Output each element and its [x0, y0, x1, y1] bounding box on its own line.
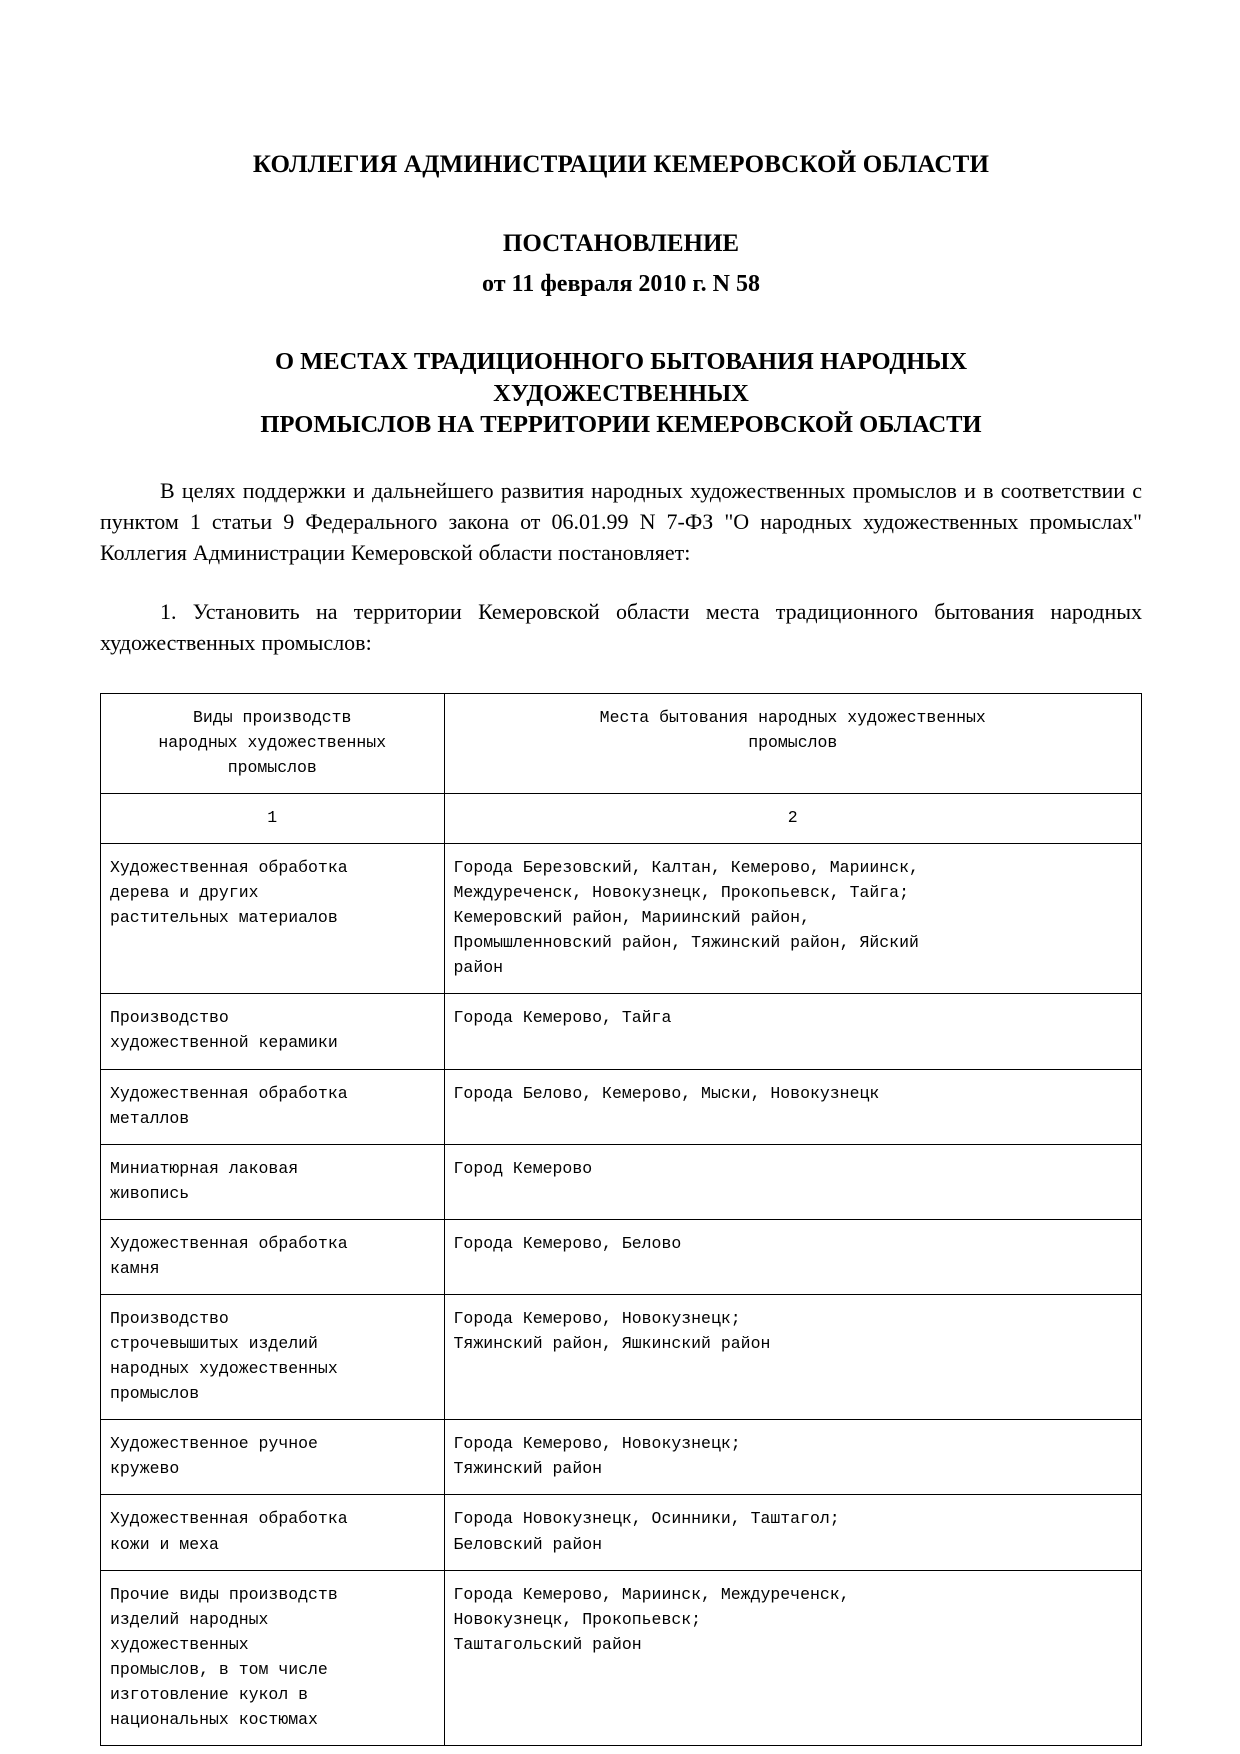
places-cell — [444, 1495, 1141, 1570]
places-line: Таштагольский район — [453, 1634, 642, 1654]
craft-type-cell — [101, 1420, 445, 1495]
craft-type-cell — [101, 844, 445, 994]
places-cell — [444, 1219, 1141, 1294]
craft-types-header-line-3: промыслов — [227, 757, 317, 777]
craft-type-line: кожи и меха — [110, 1534, 219, 1554]
craft-type-line: живопись — [110, 1183, 190, 1203]
places-line: Города Кемерово, Мариинск, Междуреченск, — [453, 1584, 850, 1604]
page-title-line-2: ХУДОЖЕСТВЕННЫХ — [493, 379, 749, 407]
places-cell — [444, 1069, 1141, 1144]
places-line: Города Кемерово, Тайга — [453, 1008, 672, 1028]
places-cell — [444, 1295, 1141, 1420]
craft-type-line: дерева и других — [110, 883, 259, 903]
places-cell — [444, 1144, 1141, 1219]
page-title-line-3: ПРОМЫСЛОВ НА ТЕРРИТОРИИ КЕМЕРОВСКОЙ ОБЛАСТИ — [260, 411, 982, 439]
places-table — [100, 693, 1142, 1746]
places-line: Города Кемерово, Новокузнецк; — [453, 1434, 741, 1454]
places-cell — [444, 1420, 1141, 1495]
craft-type-line: Миниатюрная лаковая — [110, 1158, 299, 1178]
craft-type-line: строчевышитых изделий — [110, 1334, 318, 1354]
places-table-wrapper — [100, 693, 1142, 1746]
places-header-line-1: Места бытования народных художественных — [599, 707, 986, 727]
craft-type-line: народных художественных — [110, 1359, 338, 1379]
craft-type-line: национальных костюмах — [110, 1710, 318, 1730]
table-row — [101, 1069, 1142, 1144]
craft-type-line: изделий народных — [110, 1609, 269, 1629]
places-line: Города Белово, Кемерово, Мыски, Новокузнецк — [453, 1083, 880, 1103]
places-header-line-2: промыслов — [748, 732, 838, 752]
craft-type-line: металлов — [110, 1108, 190, 1128]
craft-types-header-line-1: Виды производств — [193, 707, 352, 727]
table-column-number-row — [101, 793, 1142, 843]
column-header-places — [444, 693, 1141, 793]
places-line: Тяжинский район, Яшкинский район — [453, 1334, 771, 1354]
table-row — [101, 1420, 1142, 1495]
table-row — [101, 1495, 1142, 1570]
craft-type-line: художественной керамики — [110, 1033, 338, 1053]
table-row — [101, 994, 1142, 1069]
page-title-line-1: О МЕСТАХ ТРАДИЦИОННОГО БЫТОВАНИЯ НАРОДНЫХ — [274, 348, 968, 376]
column-number-1: 1 — [101, 793, 445, 843]
places-line: Промышленновский район, Тяжинский район, Яйский — [453, 933, 919, 953]
clause-1-paragraph: 1. Установить на территории Кемеровской области места традиционного бытования народных художественных промыслов: — [100, 599, 1142, 656]
places-cell — [444, 1570, 1141, 1745]
places-table-body — [101, 844, 1142, 1746]
craft-type-line: Художественная обработка — [110, 1083, 348, 1103]
places-line: Кемеровский район, Мариинский район, — [453, 908, 810, 928]
craft-type-line: изготовление кукол в — [110, 1684, 309, 1704]
places-line: Город Кемерово — [453, 1158, 593, 1178]
craft-type-line: кружево — [110, 1459, 180, 1479]
craft-type-cell — [101, 1570, 445, 1745]
craft-type-cell — [101, 1069, 445, 1144]
craft-type-line: растительных материалов — [110, 908, 338, 928]
craft-type-line: Прочие виды производств — [110, 1584, 338, 1604]
places-line: Города Березовский, Калтан, Кемерово, Мариинск, — [453, 858, 919, 877]
column-header-craft-types — [101, 693, 445, 793]
table-row — [101, 1219, 1142, 1294]
table-row — [101, 1144, 1142, 1219]
places-cell — [444, 844, 1141, 994]
craft-type-line: Производство — [110, 1008, 229, 1028]
document-date-number: от 11 февраля 2010 г. N 58 — [482, 271, 760, 298]
places-line: Тяжинский район — [453, 1459, 603, 1479]
craft-type-line: промыслов — [110, 1384, 200, 1404]
preamble-paragraph: В целях поддержки и дальнейшего развития народных художественных промыслов и в соответствии с пунктом 1 статьи 9 Федерального закона от 06.01.99 N 7-ФЗ "О народных художественных промыслах" Коллегия Администрации Кемеровской области постановляет: — [100, 477, 1142, 565]
table-row — [101, 1295, 1142, 1420]
places-line: Новокузнецк, Прокопьевск; — [453, 1609, 702, 1629]
craft-type-line: Художественная обработка — [110, 1233, 348, 1253]
places-line: район — [453, 958, 504, 978]
page-title — [100, 346, 1142, 440]
issuing-organization: КОЛЛЕГИЯ АДМИНИСТРАЦИИ КЕМЕРОВСКОЙ ОБЛАСТИ — [252, 151, 990, 178]
document-content — [100, 150, 1142, 1746]
table-row — [101, 844, 1142, 994]
places-line: Города Кемерово, Белово — [453, 1233, 682, 1253]
craft-type-cell — [101, 994, 445, 1069]
craft-type-line: Производство — [110, 1309, 229, 1329]
craft-type-line: Художественная обработка — [110, 858, 348, 877]
craft-type-line: промыслов, в том числе — [110, 1659, 328, 1679]
places-line: Междуреченск, Новокузнецк, Прокопьевск, Тайга; — [453, 883, 909, 903]
craft-type-cell — [101, 1219, 445, 1294]
craft-types-header-line-2: народных художественных — [158, 732, 387, 752]
column-number-2: 2 — [444, 793, 1141, 843]
table-header-row — [101, 693, 1142, 793]
places-line: Города Новокузнецк, Осинники, Таштагол; — [453, 1509, 840, 1529]
document-type: ПОСТАНОВЛЕНИЕ — [502, 230, 740, 257]
craft-type-cell — [101, 1144, 445, 1219]
craft-type-line: Художественная обработка — [110, 1509, 348, 1529]
craft-type-line: камня — [110, 1258, 160, 1278]
places-line: Беловский район — [453, 1534, 603, 1554]
table-row — [101, 1570, 1142, 1745]
places-cell — [444, 994, 1141, 1069]
craft-type-line: художественных — [110, 1634, 249, 1654]
places-line: Города Кемерово, Новокузнецк; — [453, 1309, 741, 1329]
craft-type-line: Художественное ручное — [110, 1434, 318, 1454]
craft-type-cell — [101, 1495, 445, 1570]
craft-type-cell — [101, 1295, 445, 1420]
